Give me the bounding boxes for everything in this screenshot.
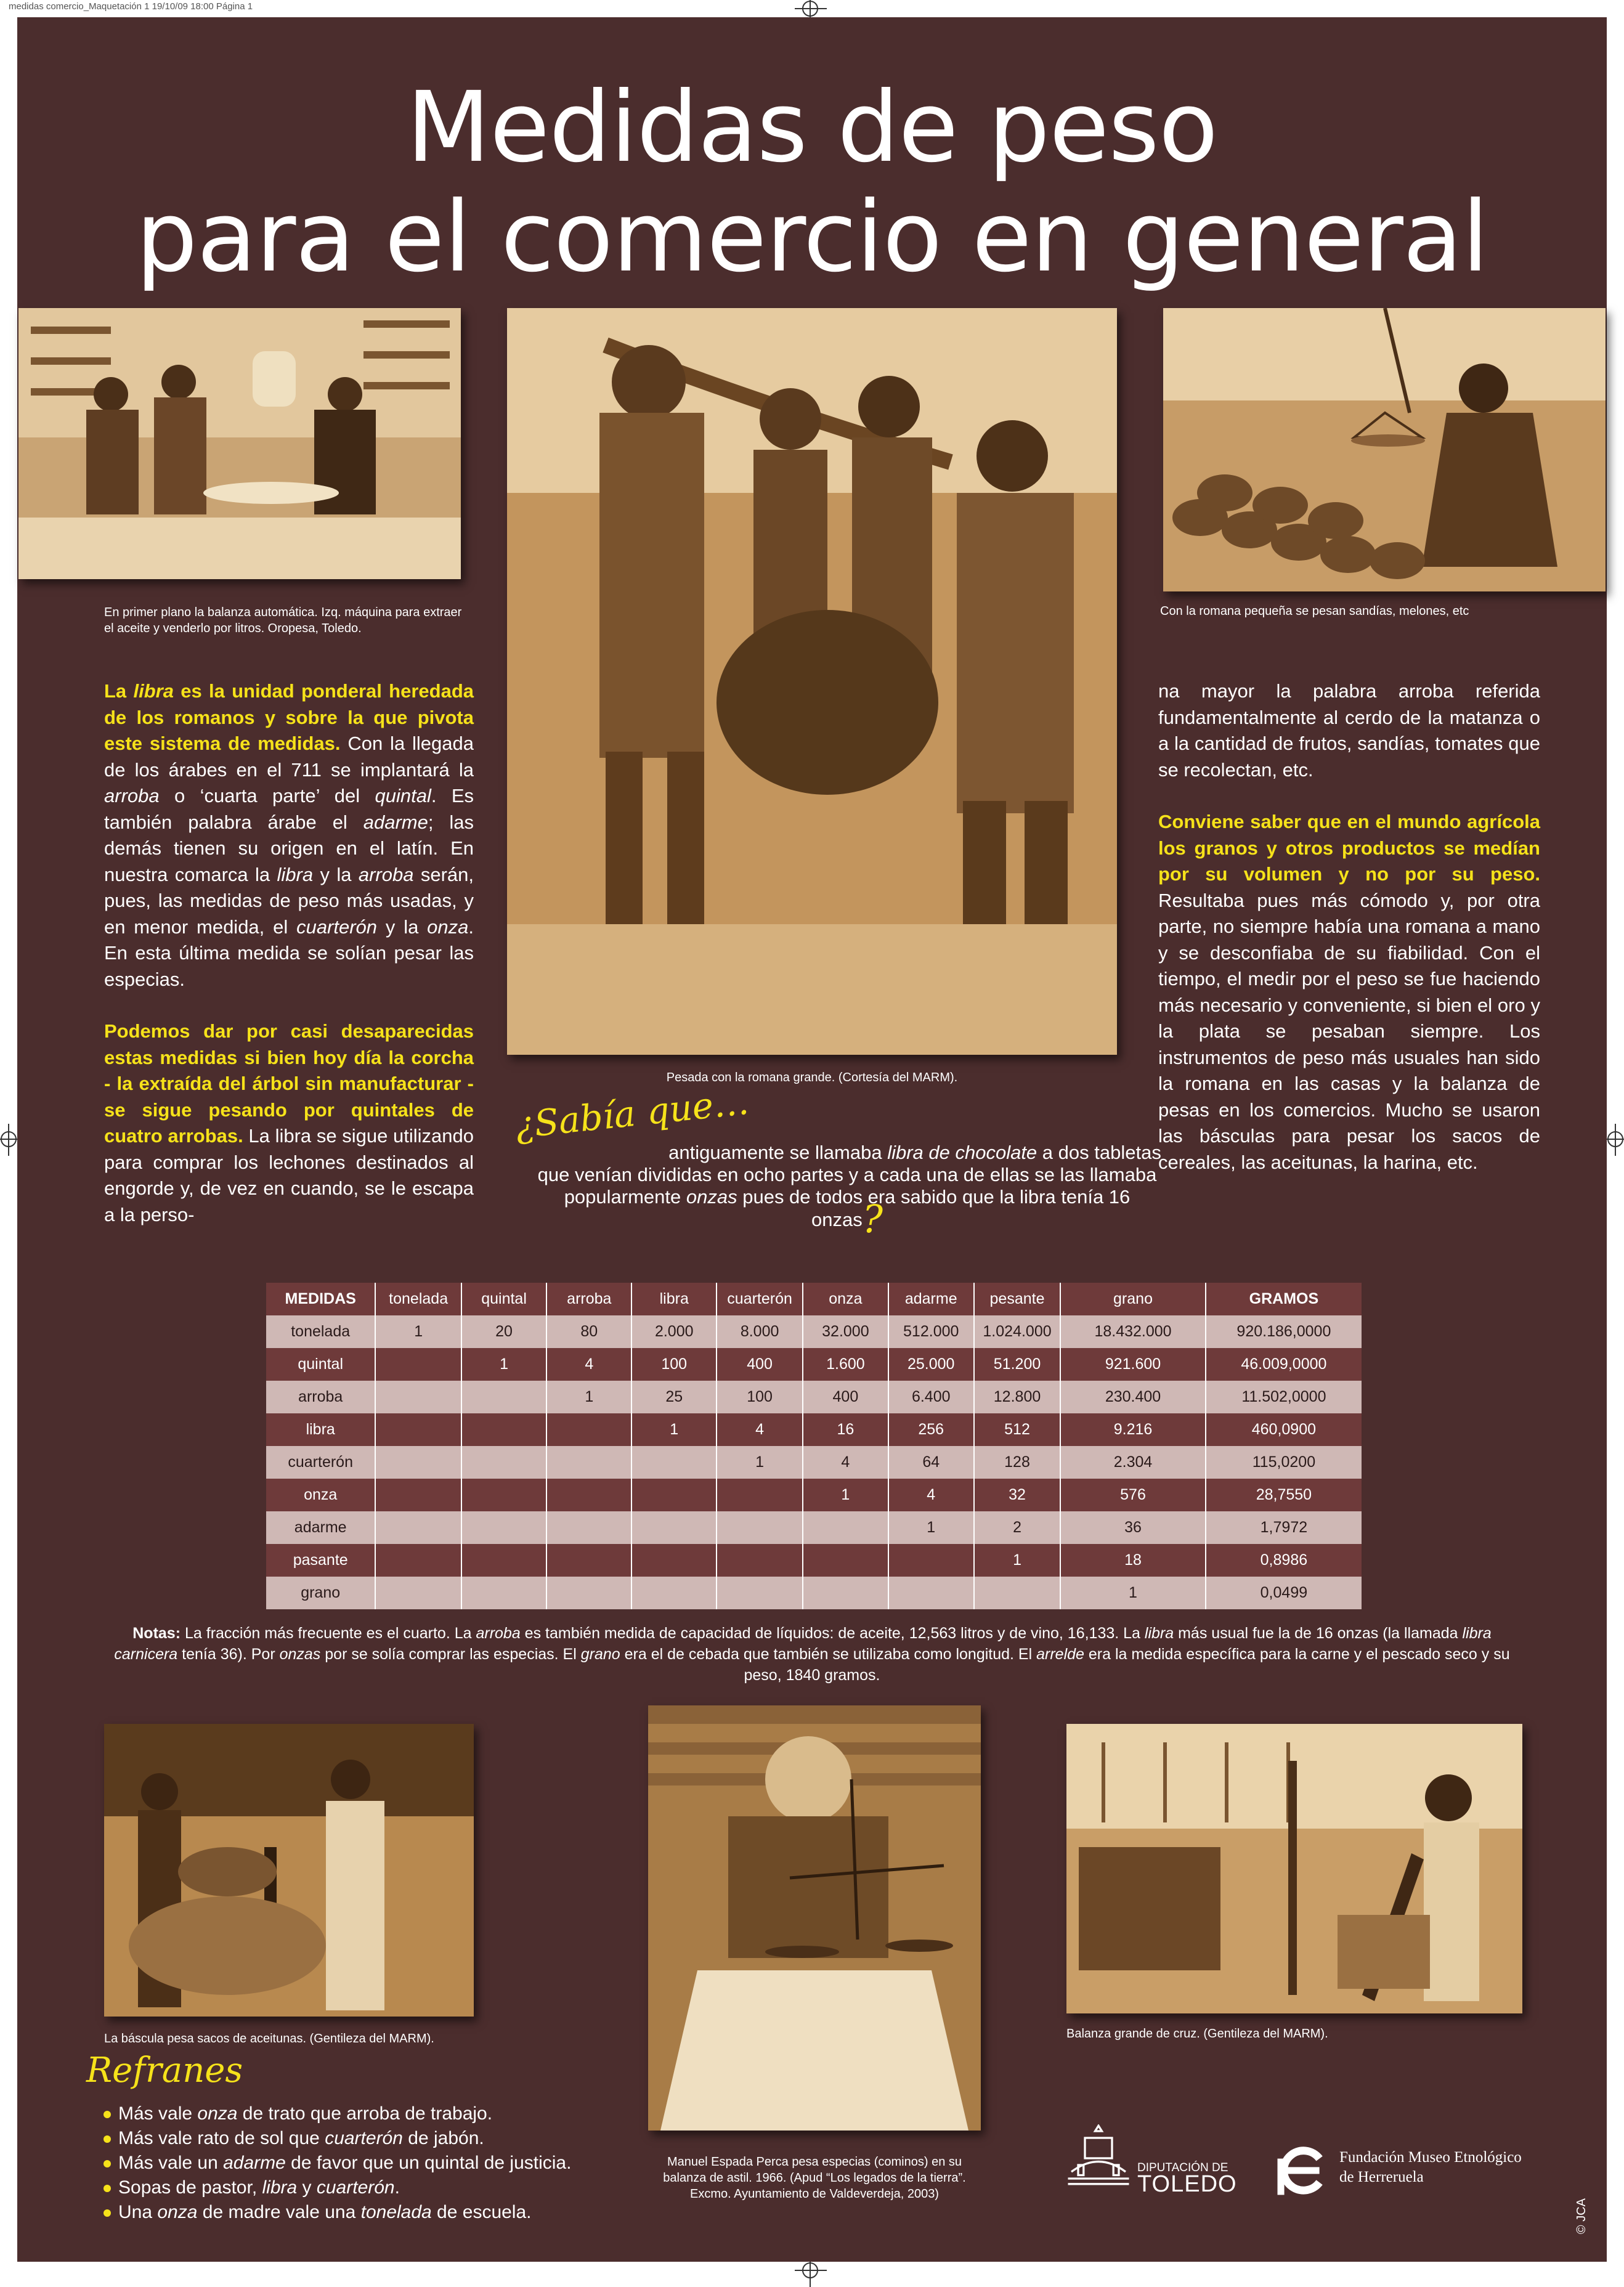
refran-item: Sopas de pastor, libra y cuarterón.	[104, 2175, 571, 2200]
table-cell: 20	[461, 1315, 546, 1348]
table-cell: 18	[1060, 1544, 1206, 1577]
table-row-label: quintal	[266, 1348, 375, 1381]
table-cell: 25.000	[888, 1348, 974, 1381]
table-cell	[461, 1446, 546, 1479]
poster-title	[17, 73, 1607, 292]
table-cell	[461, 1544, 546, 1577]
table-header-cell: MEDIDAS	[266, 1283, 375, 1315]
table-row	[266, 1315, 1362, 1348]
table-row	[266, 1544, 1362, 1577]
table-cell: 9.216	[1060, 1413, 1206, 1446]
table-cell	[631, 1511, 717, 1544]
photo-balanza-cruz	[1066, 1724, 1522, 2013]
table-cell: 512.000	[888, 1315, 974, 1348]
left-paragraph-1: La libra es la unidad ponderal heredada de los romanos y sobre la que pivota este sistema de medidas. Con la llegada de los árabes en el 711 se implantará la arroba o ‘cuarta parte’ del quintal. Es también palabra árabe el adarme; las demás tienen su origen en el latín. En nuestra comarca la libra y la arroba serán, pues, las medidas de peso más usadas, y en menor medida, el cuarterón y la onza. En esta última medida se solían pesar las especias.	[104, 680, 474, 990]
table-cell	[803, 1511, 888, 1544]
table-cell	[803, 1544, 888, 1577]
fundacion-line-2: de Herreruela	[1339, 2169, 1424, 2185]
table-header-cell: adarme	[888, 1283, 974, 1315]
table-cell	[375, 1413, 461, 1446]
refranes-title: Refranes	[86, 2050, 243, 2090]
table-cell: 51.200	[974, 1348, 1060, 1381]
table-cell: 4	[803, 1446, 888, 1479]
table-cell: 230.400	[1060, 1381, 1206, 1413]
table-cell: 400	[803, 1381, 888, 1413]
table-cell	[717, 1479, 803, 1511]
table-cell	[461, 1381, 546, 1413]
table-cell	[375, 1479, 461, 1511]
table-cell: 16	[803, 1413, 888, 1446]
table-cell: 128	[974, 1446, 1060, 1479]
table-row-label: onza	[266, 1479, 375, 1511]
diputacion-small: DIPUTACIÓN DE	[1137, 2161, 1228, 2174]
table-cell: 1	[461, 1348, 546, 1381]
copyright: © JCA	[1575, 2198, 1588, 2235]
table-cell: 1	[717, 1446, 803, 1479]
table-cell: 32	[974, 1479, 1060, 1511]
table-cell	[461, 1479, 546, 1511]
refran-item: Una onza de madre vale una tonelada de escuela.	[104, 2200, 571, 2225]
table-row	[266, 1577, 1362, 1609]
table-row-label: pasante	[266, 1544, 375, 1577]
caption-bottom-center: Manuel Espada Perca pesa especias (cominos) en su balanza de astil. 1966. (Apud “Los legados de la tierra”. Excmo. Ayuntamiento de Valdeverdeja, 2003)	[663, 2155, 966, 2201]
table-cell: 1	[546, 1381, 631, 1413]
title-line-2: para el comercio en general	[136, 181, 1488, 294]
sabia-que-title: ¿Sabía que…	[513, 1080, 751, 1147]
left-column-text	[104, 678, 474, 1228]
caption-bottom-left: La báscula pesa sacos de aceitunas. (Gentileza del MARM).	[104, 2032, 434, 2045]
table-cell: 32.000	[803, 1315, 888, 1348]
table-cell	[546, 1479, 631, 1511]
table-cell	[375, 1381, 461, 1413]
table-cell: 6.400	[888, 1381, 974, 1413]
crop-mark-right	[1607, 1131, 1623, 1147]
table-cell: 100	[631, 1348, 717, 1381]
table-row-label: libra	[266, 1413, 375, 1446]
table-cell: 2	[974, 1511, 1060, 1544]
table-cell: 1	[974, 1544, 1060, 1577]
sabia-que-text: antiguamente se llamaba libra de chocolate a dos tabletas que venían divididas en ocho partes y a cada una de ellas se las llamaba popularmente onzas pues de todos era sabido que la libra tenía 16 onzas?	[537, 1142, 1161, 1241]
table-cell: 0,8986	[1206, 1544, 1362, 1577]
photo-shop-scale	[18, 308, 461, 579]
table-header-cell: tonelada	[375, 1283, 461, 1315]
table-cell	[888, 1544, 974, 1577]
table-cell: 576	[1060, 1479, 1206, 1511]
refran-item: Más vale rato de sol que cuarterón de jabón.	[104, 2126, 571, 2151]
table-row	[266, 1479, 1362, 1511]
table-cell: 0,0499	[1206, 1577, 1362, 1609]
table-cell	[546, 1413, 631, 1446]
diputacion-emblem-icon	[1065, 2124, 1132, 2192]
table-cell: 115,0200	[1206, 1446, 1362, 1479]
caption-top-left: En primer plano la balanza automática. Izq. máquina para extraer el aceite y venderlo por litros. Oropesa, Toledo.	[104, 606, 462, 635]
right-column-text	[1158, 678, 1540, 1176]
caption-top-center: Pesada con la romana grande. (Cortesía del MARM).	[666, 1071, 958, 1084]
table-cell	[375, 1348, 461, 1381]
table-row-label: adarme	[266, 1511, 375, 1544]
table-header-cell: quintal	[461, 1283, 546, 1315]
table-cell: 920.186,0000	[1206, 1315, 1362, 1348]
refran-item: Más vale onza de trato que arroba de trabajo.	[104, 2102, 571, 2126]
table-row	[266, 1381, 1362, 1413]
table-cell: 25	[631, 1381, 717, 1413]
table-row	[266, 1511, 1362, 1544]
table-header-cell: GRAMOS	[1206, 1283, 1362, 1315]
table-cell: 1.600	[803, 1348, 888, 1381]
table-cell: 4	[717, 1413, 803, 1446]
table-cell: 460,0900	[1206, 1413, 1362, 1446]
print-header: medidas comercio_Maquetación 1 19/10/09 18:00 Página 1	[9, 1, 253, 12]
table-header-row	[266, 1283, 1362, 1315]
table-cell: 46.009,0000	[1206, 1348, 1362, 1381]
table-cell	[375, 1544, 461, 1577]
table-cell	[375, 1577, 461, 1609]
table-row-label: cuarterón	[266, 1446, 375, 1479]
table-cell: 1	[375, 1315, 461, 1348]
refranes-list	[104, 2102, 571, 2225]
crop-mark-left	[1, 1131, 17, 1147]
caption-bottom-right: Balanza grande de cruz. (Gentileza del MARM).	[1066, 2027, 1328, 2041]
table-cell	[546, 1544, 631, 1577]
notas-text: Notas: La fracción más frecuente es el cuarto. La arroba es también medida de capacidad de líquidos: de aceite, 12,563 litros y de vino, 16,133. La libra más usual fue la de 16 onzas (la llamada libra carnicera tenía 36). Por onzas por se solía comprar las especias. El grano era el de cebada que también se utilizaba como longitud. El arrelde era la medida específica para la carne y el pescado seco y su peso, 1840 gramos.	[114, 1625, 1510, 1684]
table-header-cell: pesante	[974, 1283, 1060, 1315]
table-row	[266, 1348, 1362, 1381]
table-cell: 28,7550	[1206, 1479, 1362, 1511]
table-cell: 400	[717, 1348, 803, 1381]
table-cell: 2.000	[631, 1315, 717, 1348]
table-header-cell: libra	[631, 1283, 717, 1315]
table-row-label: arroba	[266, 1381, 375, 1413]
table-cell: 80	[546, 1315, 631, 1348]
table-cell: 1.024.000	[974, 1315, 1060, 1348]
table-row-label: grano	[266, 1577, 375, 1609]
right-paragraph-2: Conviene saber que en el mundo agrícola los granos y otros productos se medían por su volumen y no por su peso. Resultaba pues más cómodo y, por otra parte, no siempre había una romana a mano y se desconfiaba de su fiabilidad. Con el tiempo, el medir por el peso se fue haciendo más necesario y conveniente, si bien el oro y la plata se pesaban siempre. Los instrumentos de peso más usuales han sido la romana en las casas y la balanza de pesas en los comercios. Mucho se usaron las básculas para pesar los sacos de cereales, las aceitunas, la harina, etc.	[1158, 811, 1540, 1173]
fundacion-e-icon	[1274, 2142, 1331, 2198]
table-cell: 1	[1060, 1577, 1206, 1609]
table-cell: 64	[888, 1446, 974, 1479]
crop-mark-bottom	[802, 2262, 818, 2278]
table-header-cell: onza	[803, 1283, 888, 1315]
table-cell	[631, 1446, 717, 1479]
table-cell	[631, 1577, 717, 1609]
caption-top-right: Con la romana pequeña se pesan sandías, melones, etc	[1160, 604, 1469, 618]
table-header-cell: grano	[1060, 1283, 1206, 1315]
table-cell	[375, 1511, 461, 1544]
table-cell: 1	[888, 1511, 974, 1544]
measures-table	[266, 1283, 1362, 1609]
photo-bascula-sacos	[104, 1724, 474, 2017]
table-cell	[461, 1577, 546, 1609]
table-cell: 36	[1060, 1511, 1206, 1544]
table-header-cell: arroba	[546, 1283, 631, 1315]
table-cell	[546, 1446, 631, 1479]
table-cell	[631, 1544, 717, 1577]
table-row	[266, 1446, 1362, 1479]
table-cell	[546, 1577, 631, 1609]
table-cell: 4	[546, 1348, 631, 1381]
table-cell: 4	[888, 1479, 974, 1511]
table-cell	[888, 1577, 974, 1609]
table-cell: 1	[803, 1479, 888, 1511]
table-cell: 18.432.000	[1060, 1315, 1206, 1348]
diputacion-logo	[1065, 2124, 1249, 2198]
table-cell: 2.304	[1060, 1446, 1206, 1479]
table-cell	[717, 1577, 803, 1609]
photo-romana-pequena	[1163, 308, 1606, 591]
table-cell	[546, 1511, 631, 1544]
photo-balanza-astil	[648, 1705, 981, 2131]
table-cell	[974, 1577, 1060, 1609]
table-cell	[375, 1446, 461, 1479]
table-cell: 1,7972	[1206, 1511, 1362, 1544]
table-header-cell: cuarterón	[717, 1283, 803, 1315]
table-cell: 1	[631, 1413, 717, 1446]
photo-romana-grande	[507, 308, 1117, 1055]
table-cell: 100	[717, 1381, 803, 1413]
left-paragraph-2: Podemos dar por casi desaparecidas estas medidas si bien hoy día la corcha - la extraída del árbol sin manufacturar - se sigue pesando por quintales de cuatro arrobas. La libra se sigue utilizando para comprar los lechones destinados al engorde y, de vez en cuando, se le escapa a la perso-	[104, 1020, 474, 1225]
table-cell	[461, 1511, 546, 1544]
crop-mark-top	[802, 1, 818, 17]
fundacion-line-1: Fundación Museo Etnológico	[1339, 2149, 1522, 2166]
table-cell: 12.800	[974, 1381, 1060, 1413]
table-row	[266, 1413, 1362, 1446]
right-paragraph-1: na mayor la palabra arroba referida fundamentalmente al cerdo de la matanza o a la cantidad de frutos, sandías, tomates que se recolectan, etc.	[1158, 680, 1540, 781]
fundacion-logo	[1274, 2142, 1551, 2209]
diputacion-big: TOLEDO	[1137, 2171, 1237, 2197]
refran-item: Más vale un adarme de favor que un quintal de justicia.	[104, 2151, 571, 2175]
table-row-label: tonelada	[266, 1315, 375, 1348]
table-cell: 11.502,0000	[1206, 1381, 1362, 1413]
table-cell	[631, 1479, 717, 1511]
table-cell	[803, 1577, 888, 1609]
table-cell	[717, 1544, 803, 1577]
table-cell: 256	[888, 1413, 974, 1446]
table-cell: 512	[974, 1413, 1060, 1446]
table-cell: 8.000	[717, 1315, 803, 1348]
table-cell	[717, 1511, 803, 1544]
title-line-1: Medidas de peso	[406, 71, 1218, 184]
table-cell	[461, 1413, 546, 1446]
table-cell: 921.600	[1060, 1348, 1206, 1381]
poster	[17, 17, 1607, 2262]
